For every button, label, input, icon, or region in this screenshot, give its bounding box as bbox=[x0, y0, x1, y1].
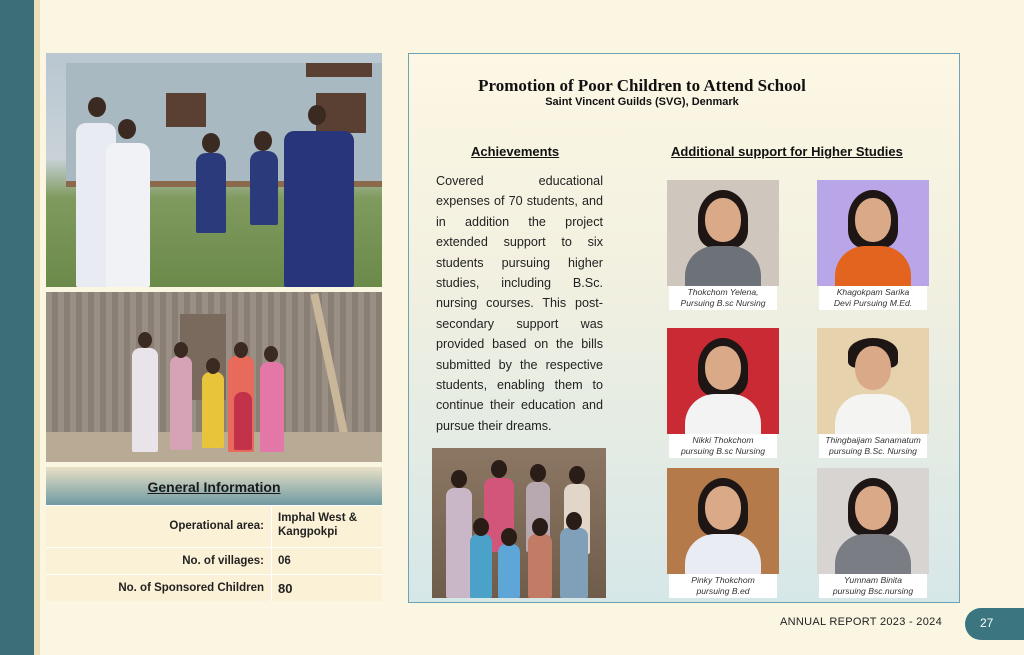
portrait-body bbox=[835, 534, 911, 574]
student-figure bbox=[250, 151, 278, 225]
operational-area-label: Operational area: bbox=[169, 520, 264, 532]
portrait-face bbox=[855, 198, 891, 242]
person-head bbox=[234, 342, 248, 358]
person-head bbox=[530, 464, 546, 482]
villages-label: No. of villages: bbox=[182, 555, 264, 567]
portrait-caption bbox=[819, 434, 927, 458]
family-house-photo bbox=[46, 292, 382, 462]
student-head bbox=[254, 131, 272, 151]
caption-name: Thokchom Yelena, bbox=[687, 287, 759, 297]
portrait-caption bbox=[819, 286, 927, 310]
student-figure bbox=[196, 153, 226, 233]
portrait-body bbox=[685, 534, 761, 574]
family-member bbox=[234, 392, 252, 450]
caption-course: pursuing B.sc Nursing bbox=[680, 446, 766, 456]
portrait-caption bbox=[669, 574, 777, 598]
students-school-photo bbox=[46, 53, 382, 287]
left-accent-band bbox=[0, 0, 34, 655]
caption-course: pursuing B.Sc. Nursing bbox=[829, 446, 917, 456]
family-member bbox=[202, 372, 224, 448]
operational-area-value-line1: Imphal West & bbox=[278, 512, 358, 524]
person-head bbox=[491, 460, 507, 478]
portrait-photo bbox=[667, 328, 779, 434]
children-group-photo bbox=[432, 448, 606, 598]
villages-value: 06 bbox=[278, 555, 291, 567]
annual-report-footer: ANNUAL REPORT 2023 - 2024 bbox=[780, 616, 942, 628]
portrait-face bbox=[855, 486, 891, 530]
person-head bbox=[532, 518, 548, 536]
person-head bbox=[451, 470, 467, 488]
portrait-face bbox=[855, 346, 891, 390]
portrait-body bbox=[835, 394, 911, 434]
portrait-face bbox=[705, 486, 741, 530]
portrait-body bbox=[835, 246, 911, 286]
family-member bbox=[132, 348, 158, 452]
page-title: Promotion of Poor Children to Attend School bbox=[478, 76, 806, 95]
table-row-sponsored-children bbox=[46, 574, 382, 602]
person-head bbox=[566, 512, 582, 530]
student-head bbox=[88, 97, 106, 117]
additional-support-heading: Additional support for Higher Studies bbox=[671, 144, 903, 159]
person-head bbox=[569, 466, 585, 484]
sponsored-children-value: 80 bbox=[278, 581, 293, 596]
portrait-photo bbox=[667, 468, 779, 574]
portrait-face bbox=[705, 346, 741, 390]
group-person bbox=[560, 528, 588, 598]
caption-course: Pursuing B.sc Nursing bbox=[680, 298, 766, 308]
group-person bbox=[446, 488, 472, 598]
portrait-photo bbox=[817, 180, 929, 286]
caption-course: Devi Pursuing M.Ed. bbox=[833, 298, 913, 308]
portrait-face bbox=[705, 198, 741, 242]
general-information-title: General Information bbox=[147, 479, 281, 495]
portrait-photo bbox=[817, 468, 929, 574]
student-head bbox=[308, 105, 326, 125]
caption-name: Yumnam Binita bbox=[844, 575, 902, 585]
caption-course: pursuing Bsc.nursing bbox=[832, 586, 914, 596]
achievements-text: Covered educational expenses of 70 students, and in addition the project extended support to six students pursuing higher studies, including B.Sc. nursing courses. This post-secondary support was provided based on the bills submitted by the respective students, enabling them to continue their education and pursue their dreams. bbox=[436, 174, 603, 433]
caption-name: Nikki Thokchom bbox=[692, 435, 754, 445]
sponsored-children-label: No. of Sponsored Children bbox=[118, 582, 264, 594]
operational-area-value-line2: Kangpokpi bbox=[278, 526, 338, 538]
person-head bbox=[473, 518, 489, 536]
family-member bbox=[260, 362, 284, 452]
group-person bbox=[470, 534, 492, 598]
group-person bbox=[528, 534, 552, 598]
achievements-heading: Achievements bbox=[471, 144, 560, 159]
table-row-operational-area bbox=[46, 505, 382, 548]
page-subtitle: Saint Vincent Guilds (SVG), Denmark bbox=[545, 96, 739, 108]
family-member bbox=[170, 356, 192, 450]
page-number: 27 bbox=[980, 616, 994, 630]
portrait-body bbox=[685, 246, 761, 286]
portrait-body bbox=[685, 394, 761, 434]
student-head bbox=[118, 119, 136, 139]
portrait-photo bbox=[667, 180, 779, 286]
portrait-caption bbox=[669, 286, 777, 310]
student-head bbox=[202, 133, 220, 153]
building-window bbox=[166, 93, 206, 127]
portrait-caption bbox=[819, 574, 927, 598]
person-head bbox=[264, 346, 278, 362]
student-figure bbox=[284, 131, 354, 287]
group-person bbox=[498, 544, 520, 598]
student-figure bbox=[106, 143, 150, 287]
page-number-pill bbox=[965, 608, 1024, 640]
person-head bbox=[501, 528, 517, 546]
portrait-caption bbox=[669, 434, 777, 458]
portrait-photo bbox=[817, 328, 929, 434]
person-head bbox=[206, 358, 220, 374]
left-accent-stripe bbox=[34, 0, 40, 655]
caption-name: Thingbaijam Sanamatum bbox=[825, 435, 921, 445]
caption-name: Khagokpam Sarika bbox=[836, 287, 910, 297]
caption-course: pursuing B.ed bbox=[696, 586, 750, 596]
table-row-villages bbox=[46, 547, 382, 575]
building-window bbox=[306, 63, 372, 77]
general-information-table bbox=[46, 467, 382, 601]
person-head bbox=[138, 332, 152, 348]
person-head bbox=[174, 342, 188, 358]
caption-name: Pinky Thokchom bbox=[691, 575, 755, 585]
